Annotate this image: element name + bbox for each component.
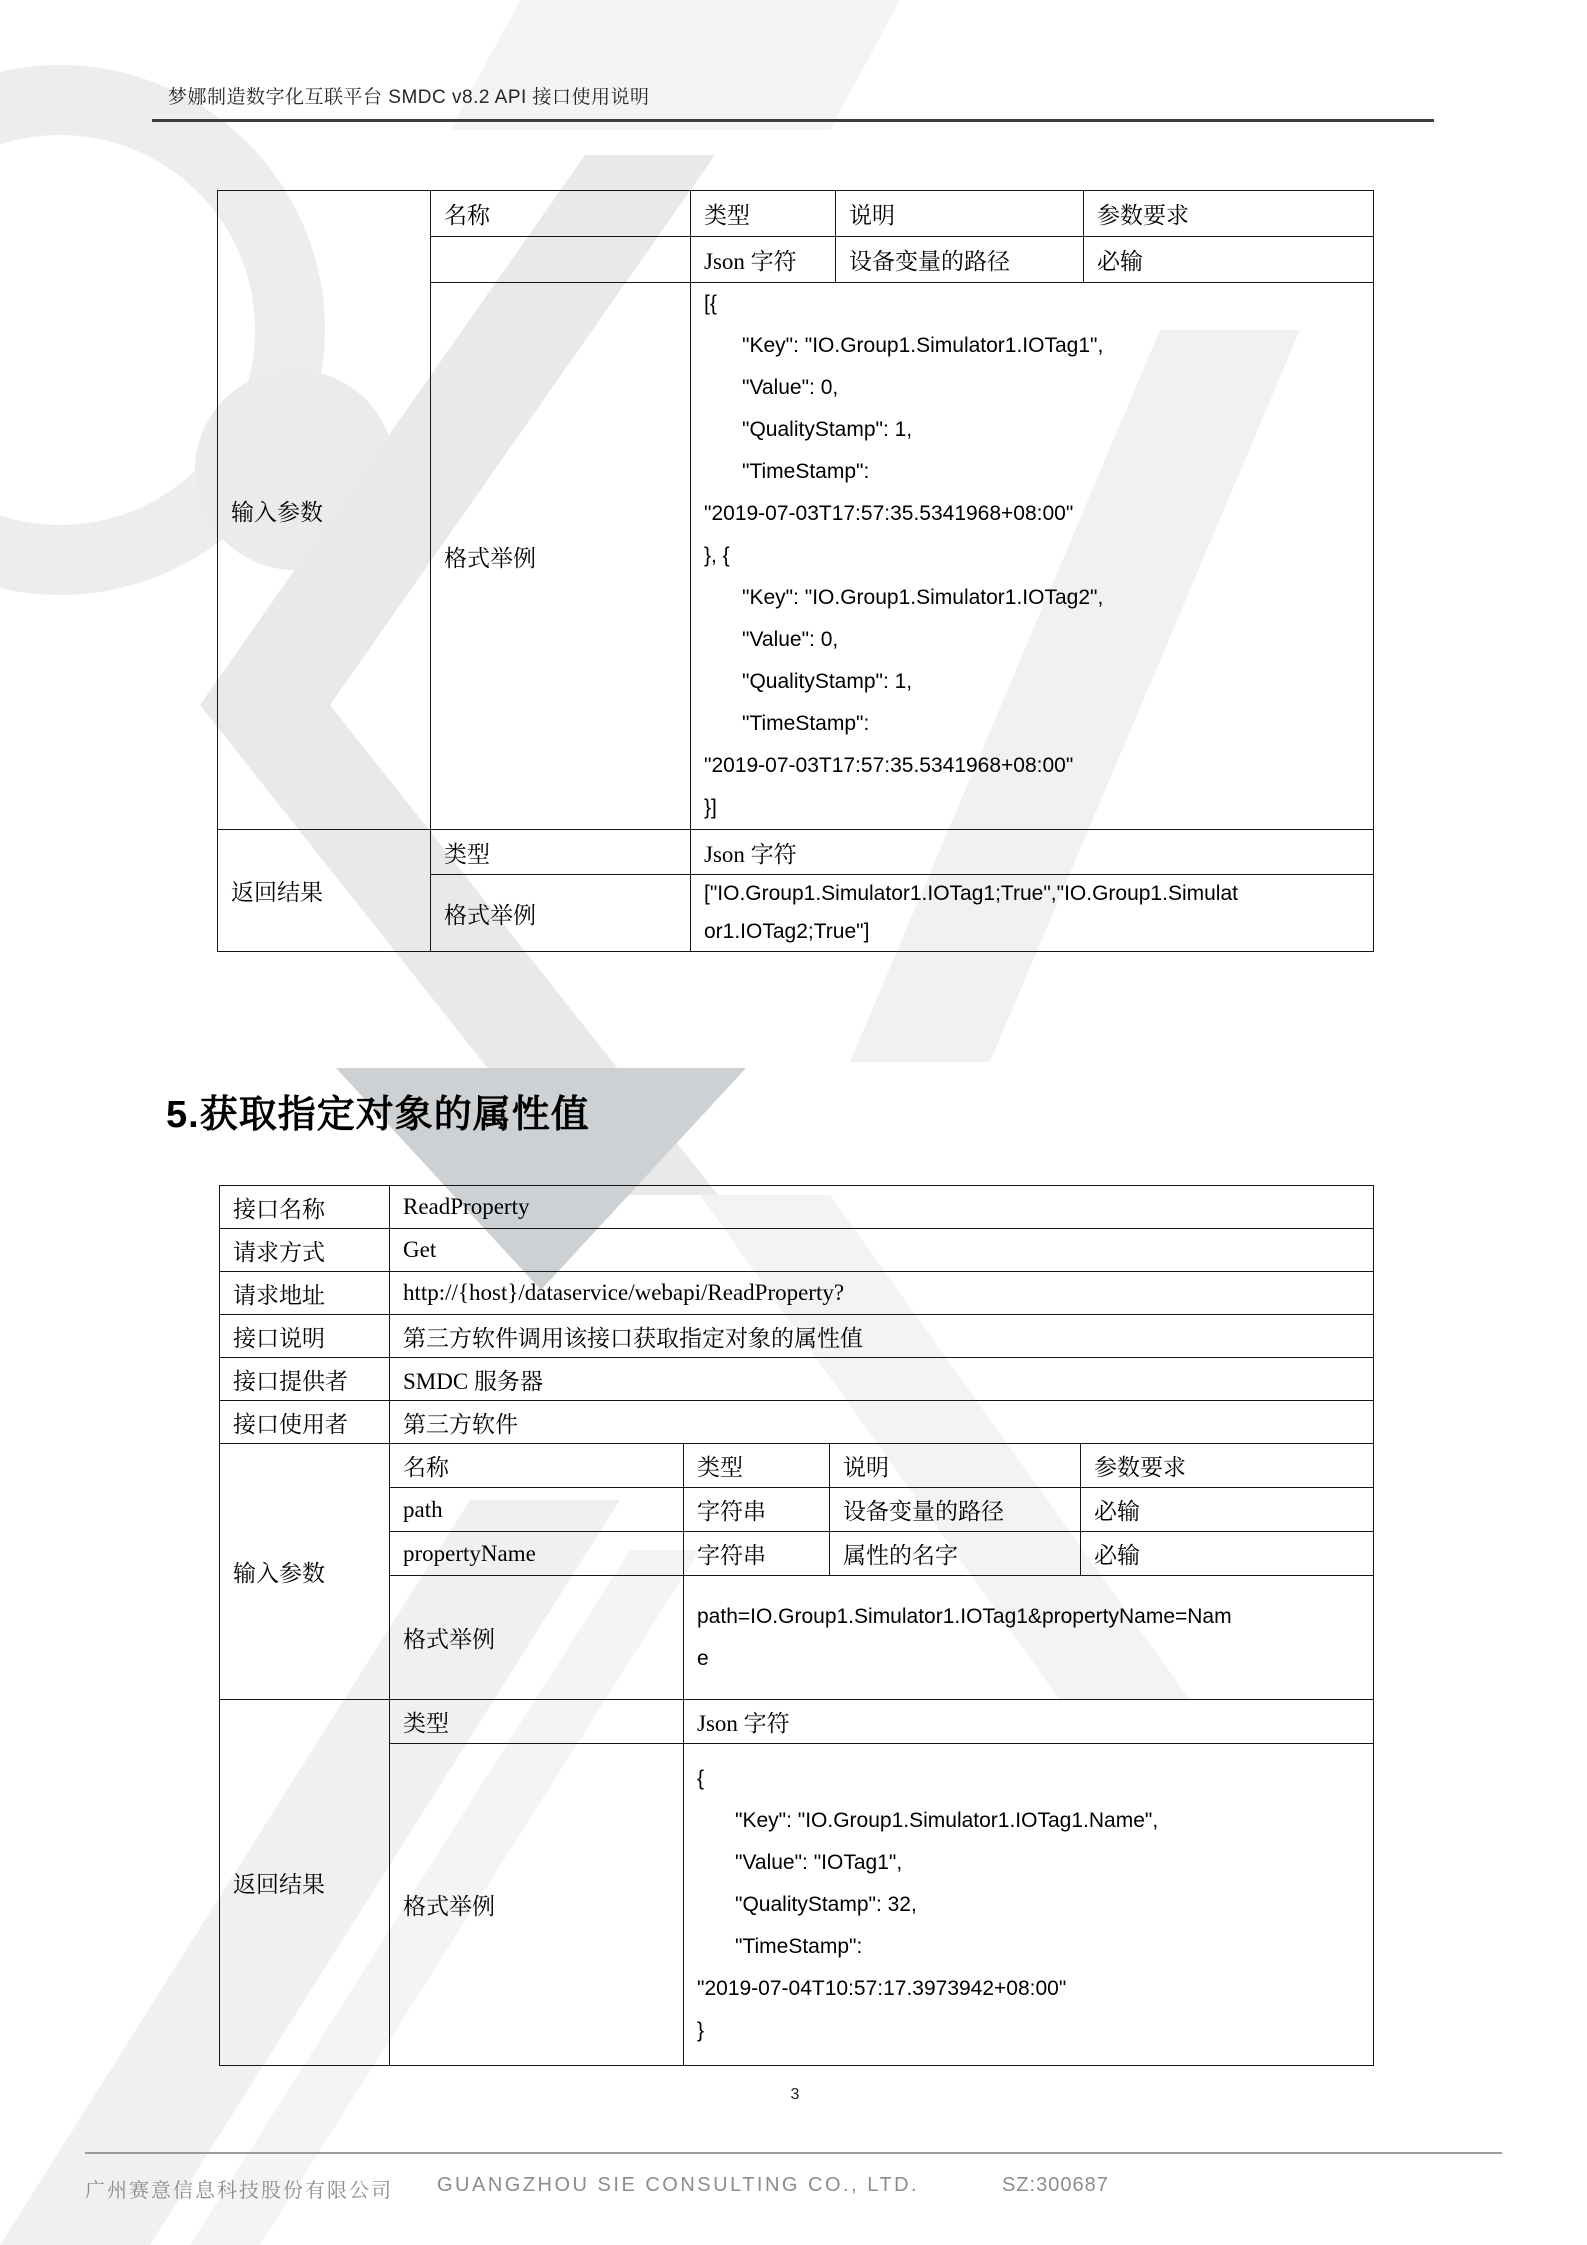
footer-company-cn: 广州赛意信息科技股份有限公司 bbox=[85, 2180, 393, 2202]
info-label-cell: 接口提供者 bbox=[220, 1358, 390, 1401]
json-line: "Value": "IOTag1", bbox=[735, 1850, 903, 1874]
result-label-cell bbox=[220, 1700, 390, 2066]
json-line: "2019-07-03T17:57:35.5341968+08:00" bbox=[704, 502, 1074, 525]
info-value-cell: Get bbox=[390, 1229, 1374, 1272]
table-row bbox=[220, 1576, 1374, 1700]
table-row bbox=[220, 1532, 1374, 1576]
result-type-label-cell: 类型 bbox=[431, 830, 691, 875]
json-line: "TimeStamp": bbox=[742, 460, 870, 483]
param-desc-cell: 设备变量的路径 bbox=[836, 237, 1084, 283]
json-line: "Key": "IO.Group1.Simulator1.IOTag1.Name", bbox=[735, 1808, 1159, 1832]
json-line: "Key": "IO.Group1.Simulator1.IOTag2", bbox=[742, 586, 1104, 609]
col-header-req: 参数要求 bbox=[1081, 1444, 1374, 1488]
json-line: "2019-07-04T10:57:17.3973942+08:00" bbox=[697, 1976, 1067, 2000]
info-value-cell: SMDC 服务器 bbox=[390, 1358, 1374, 1401]
table-row bbox=[220, 1272, 1374, 1315]
param-type-cell: 字符串 bbox=[684, 1532, 830, 1576]
table-row bbox=[218, 830, 1374, 875]
param-name-cell-empty bbox=[431, 237, 691, 283]
table-row bbox=[220, 1401, 1374, 1444]
result-value-line: ["IO.Group1.Simulator1.IOTag1;True","IO.Group1.Simulat bbox=[704, 882, 1238, 905]
table-row bbox=[220, 1744, 1374, 2066]
col-header-desc: 说明 bbox=[830, 1444, 1081, 1488]
result-label-cell bbox=[218, 830, 431, 952]
result-label: 返回结果 bbox=[231, 880, 323, 905]
json-line: "Value": 0, bbox=[742, 376, 839, 399]
result-value-line: or1.IOTag2;True"] bbox=[704, 920, 870, 943]
footer-stock-code: SZ:300687 bbox=[1002, 2174, 1109, 2196]
input-params-label-cell bbox=[220, 1444, 390, 1700]
col-header-desc: 说明 bbox=[836, 191, 1084, 237]
info-label-cell: 接口说明 bbox=[220, 1315, 390, 1358]
api-table-top bbox=[217, 190, 1374, 952]
json-line: "QualityStamp": 1, bbox=[742, 670, 913, 693]
json-line: "Value": 0, bbox=[742, 628, 839, 651]
table-row bbox=[220, 1229, 1374, 1272]
col-header-name: 名称 bbox=[390, 1444, 684, 1488]
header-divider bbox=[152, 119, 1434, 122]
input-params-label-cell bbox=[218, 191, 431, 830]
col-header-req: 参数要求 bbox=[1084, 191, 1374, 237]
format-example-label-cell: 格式举例 bbox=[431, 283, 691, 830]
param-desc-cell: 属性的名字 bbox=[830, 1532, 1081, 1576]
result-type-value-cell: Json 字符 bbox=[691, 830, 1374, 875]
json-line: "Key": "IO.Group1.Simulator1.IOTag1", bbox=[742, 334, 1104, 357]
result-type-value-cell: Json 字符 bbox=[684, 1700, 1374, 1744]
json-line: "QualityStamp": 1, bbox=[742, 418, 913, 441]
json-line: "2019-07-03T17:57:35.5341968+08:00" bbox=[704, 754, 1074, 777]
param-name-cell: propertyName bbox=[390, 1532, 684, 1576]
json-example-cell bbox=[684, 1744, 1374, 2066]
param-type-cell: 字符串 bbox=[684, 1488, 830, 1532]
format-example-label-cell: 格式举例 bbox=[390, 1576, 684, 1700]
input-params-label: 输入参数 bbox=[233, 1561, 325, 1586]
page-number: 3 bbox=[790, 2086, 800, 2103]
section-heading: 5.获取指定对象的属性值 bbox=[166, 1094, 590, 1136]
param-desc-cell: 设备变量的路径 bbox=[830, 1488, 1081, 1532]
json-line: } bbox=[697, 2018, 705, 2042]
json-example-cell bbox=[691, 283, 1374, 830]
table-row bbox=[220, 1358, 1374, 1401]
param-req-cell: 必输 bbox=[1081, 1488, 1374, 1532]
info-value-cell: ReadProperty bbox=[390, 1186, 1374, 1229]
info-value-cell: http://{host}/dataservice/webapi/ReadProperty? bbox=[390, 1272, 1374, 1315]
json-line: "TimeStamp": bbox=[735, 1934, 863, 1958]
param-req-cell: 必输 bbox=[1081, 1532, 1374, 1576]
info-label-cell: 请求方式 bbox=[220, 1229, 390, 1272]
table-row bbox=[220, 1700, 1374, 1744]
api-table-readproperty bbox=[219, 1185, 1374, 2066]
table-row bbox=[218, 191, 1374, 237]
input-params-label: 输入参数 bbox=[231, 499, 323, 525]
footer-company-en: GUANGZHOU SIE CONSULTING CO., LTD. bbox=[437, 2174, 920, 2196]
json-line: }, { bbox=[704, 544, 730, 567]
col-header-name: 名称 bbox=[431, 191, 691, 237]
info-label-cell: 请求地址 bbox=[220, 1272, 390, 1315]
footer-divider bbox=[85, 2152, 1502, 2154]
table-row bbox=[220, 1444, 1374, 1488]
info-label-cell: 接口使用者 bbox=[220, 1401, 390, 1444]
json-line: }] bbox=[704, 796, 717, 819]
table-row bbox=[220, 1315, 1374, 1358]
format-value-line: e bbox=[697, 1646, 709, 1670]
json-line: "QualityStamp": 32, bbox=[735, 1892, 917, 1916]
result-format-value-cell bbox=[691, 875, 1374, 952]
result-format-label-cell: 格式举例 bbox=[390, 1744, 684, 2066]
format-example-value-cell bbox=[684, 1576, 1374, 1700]
info-value-cell: 第三方软件 bbox=[390, 1401, 1374, 1444]
param-name-cell: path bbox=[390, 1488, 684, 1532]
info-label-cell: 接口名称 bbox=[220, 1186, 390, 1229]
col-header-type: 类型 bbox=[684, 1444, 830, 1488]
table-row bbox=[220, 1186, 1374, 1229]
param-req-cell: 必输 bbox=[1084, 237, 1374, 283]
table-row bbox=[220, 1488, 1374, 1532]
col-header-type: 类型 bbox=[691, 191, 836, 237]
result-format-label-cell: 格式举例 bbox=[431, 875, 691, 952]
document-header-title: 梦娜制造数字化互联平台 SMDC v8.2 API 接口使用说明 bbox=[168, 87, 650, 108]
json-line: [{ bbox=[704, 292, 717, 315]
result-label: 返回结果 bbox=[233, 1872, 325, 1897]
info-value-cell: 第三方软件调用该接口获取指定对象的属性值 bbox=[390, 1315, 1374, 1358]
json-line: "TimeStamp": bbox=[742, 712, 870, 735]
json-line: { bbox=[697, 1766, 705, 1790]
format-value-line: path=IO.Group1.Simulator1.IOTag1&propertyName=Nam bbox=[697, 1604, 1232, 1628]
result-type-label-cell: 类型 bbox=[390, 1700, 684, 1744]
param-type-cell: Json 字符 bbox=[691, 237, 836, 283]
